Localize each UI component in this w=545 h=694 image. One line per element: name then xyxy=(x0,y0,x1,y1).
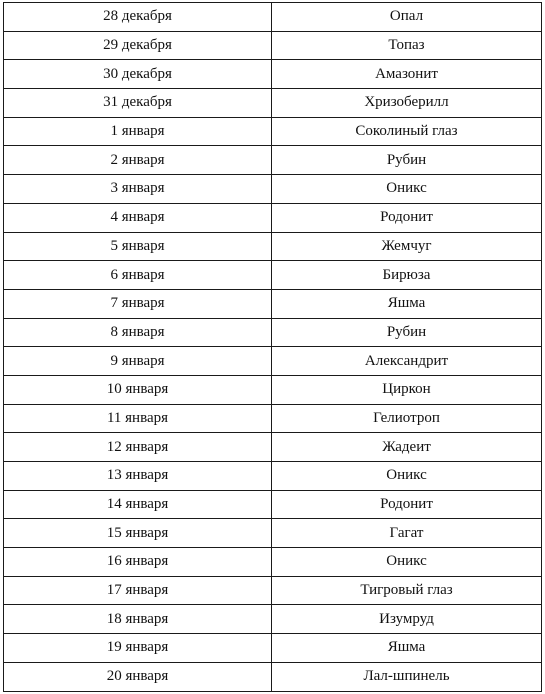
stone-cell: Бирюза xyxy=(272,261,542,290)
stones-table-body xyxy=(4,3,542,692)
date-cell: 3 января xyxy=(4,175,272,204)
stones-table xyxy=(3,2,542,692)
date-cell: 4 января xyxy=(4,203,272,232)
stone-cell: Жемчуг xyxy=(272,232,542,261)
date-cell: 2 января xyxy=(4,146,272,175)
table-row xyxy=(4,548,542,577)
stone-cell: Александрит xyxy=(272,347,542,376)
stone-cell: Гагат xyxy=(272,519,542,548)
date-cell: 16 января xyxy=(4,548,272,577)
table-row xyxy=(4,404,542,433)
table-row xyxy=(4,347,542,376)
stone-cell: Гелиотроп xyxy=(272,404,542,433)
date-cell: 17 января xyxy=(4,576,272,605)
date-cell: 1 января xyxy=(4,117,272,146)
table-row xyxy=(4,519,542,548)
stone-cell: Тигровый глаз xyxy=(272,576,542,605)
stone-cell: Топаз xyxy=(272,31,542,60)
stone-cell: Рубин xyxy=(272,146,542,175)
date-cell: 7 января xyxy=(4,289,272,318)
stone-cell: Рубин xyxy=(272,318,542,347)
table-row xyxy=(4,175,542,204)
stones-table-container xyxy=(3,2,541,692)
table-row xyxy=(4,203,542,232)
stone-cell: Хризоберилл xyxy=(272,89,542,118)
stone-cell: Яшма xyxy=(272,634,542,663)
date-cell: 31 декабря xyxy=(4,89,272,118)
date-cell: 19 января xyxy=(4,634,272,663)
date-cell: 10 января xyxy=(4,375,272,404)
table-row xyxy=(4,462,542,491)
table-row xyxy=(4,146,542,175)
table-row xyxy=(4,117,542,146)
date-cell: 28 декабря xyxy=(4,3,272,32)
date-cell: 14 января xyxy=(4,490,272,519)
table-row xyxy=(4,605,542,634)
date-cell: 5 января xyxy=(4,232,272,261)
table-row xyxy=(4,318,542,347)
stone-cell: Яшма xyxy=(272,289,542,318)
stone-cell: Родонит xyxy=(272,203,542,232)
date-cell: 18 января xyxy=(4,605,272,634)
date-cell: 20 января xyxy=(4,662,272,691)
date-cell: 8 января xyxy=(4,318,272,347)
table-row xyxy=(4,375,542,404)
date-cell: 11 января xyxy=(4,404,272,433)
date-cell: 9 января xyxy=(4,347,272,376)
date-cell: 12 января xyxy=(4,433,272,462)
stone-cell: Изумруд xyxy=(272,605,542,634)
table-row xyxy=(4,261,542,290)
stone-cell: Амазонит xyxy=(272,60,542,89)
date-cell: 6 января xyxy=(4,261,272,290)
table-row xyxy=(4,433,542,462)
table-row xyxy=(4,289,542,318)
stone-cell: Опал xyxy=(272,3,542,32)
table-row xyxy=(4,3,542,32)
date-cell: 13 января xyxy=(4,462,272,491)
table-row xyxy=(4,490,542,519)
table-row xyxy=(4,31,542,60)
table-row xyxy=(4,576,542,605)
date-cell: 29 декабря xyxy=(4,31,272,60)
date-cell: 15 января xyxy=(4,519,272,548)
stone-cell: Оникс xyxy=(272,175,542,204)
date-cell: 30 декабря xyxy=(4,60,272,89)
table-row xyxy=(4,662,542,691)
stone-cell: Оникс xyxy=(272,462,542,491)
table-row xyxy=(4,89,542,118)
stone-cell: Циркон xyxy=(272,375,542,404)
stone-cell: Оникс xyxy=(272,548,542,577)
stone-cell: Жадеит xyxy=(272,433,542,462)
table-row xyxy=(4,232,542,261)
table-row xyxy=(4,60,542,89)
table-row xyxy=(4,634,542,663)
stone-cell: Родонит xyxy=(272,490,542,519)
stone-cell: Лал-шпинель xyxy=(272,662,542,691)
stone-cell: Соколиный глаз xyxy=(272,117,542,146)
